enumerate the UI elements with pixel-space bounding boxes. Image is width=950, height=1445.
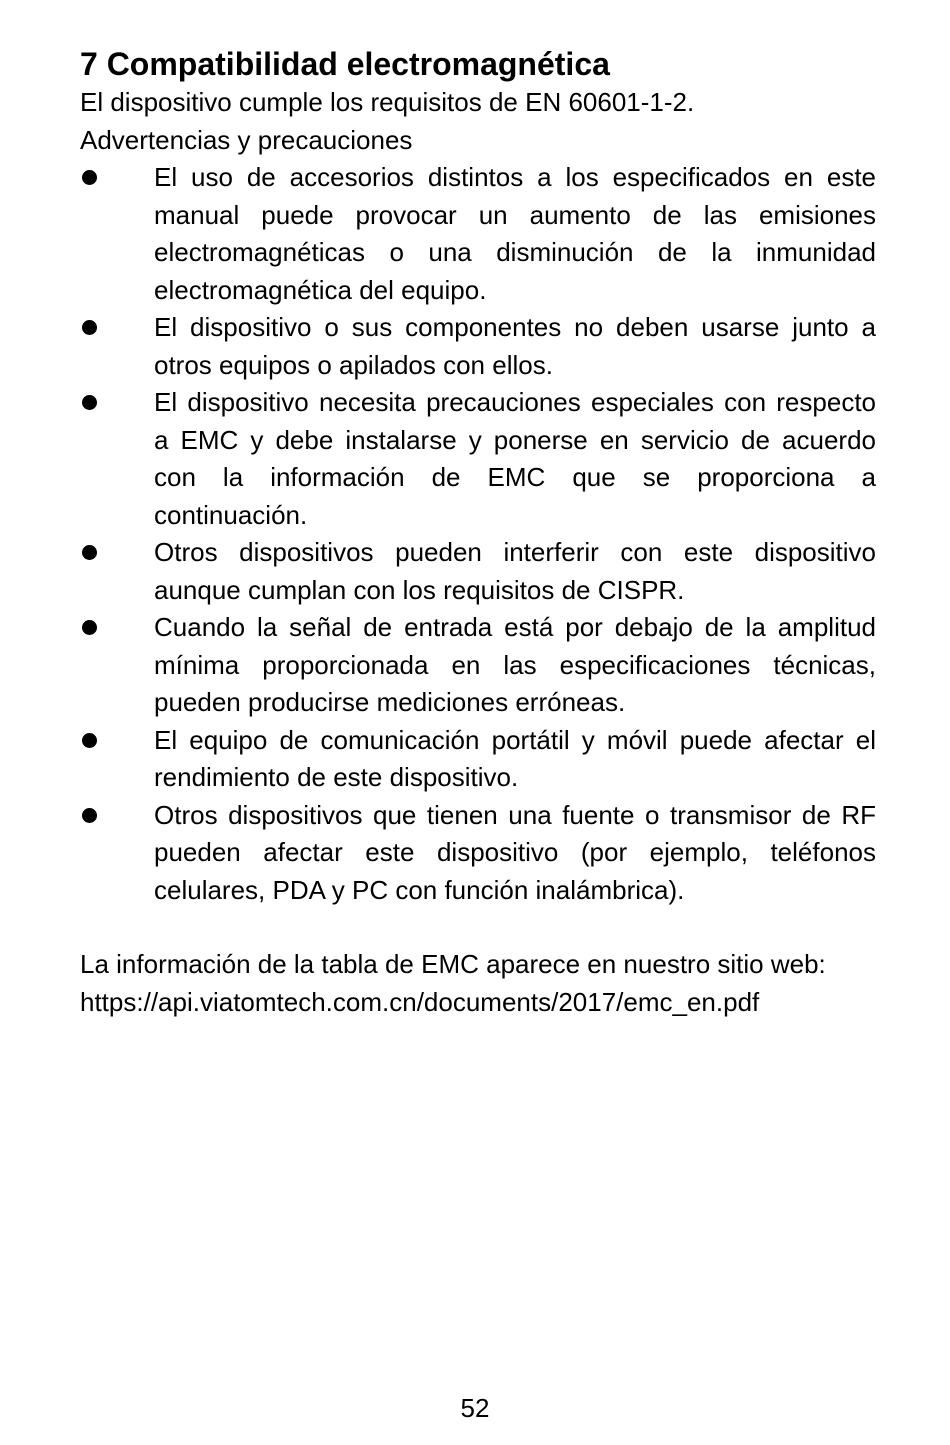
document-page [80, 44, 876, 1021]
emc-info-paragraph: La información de la tabla de EMC aparece en nuestro sitio web: [80, 949, 826, 979]
emc-document-link[interactable]: https://api.viatomtech.com.cn/documents/2017/emc_en.pdf [80, 986, 760, 1017]
list-item-text: Otros dispositivos que tienen una fuente o transmisor de RF pueden afectar este dispositivo (por ejemplo, teléfonos celulares, PDA y PC con función inalámbrica). [154, 799, 876, 905]
bullet-icon [82, 395, 97, 410]
page-number: 52 [460, 1393, 490, 1423]
list-item [80, 609, 876, 722]
list-item [80, 722, 876, 797]
list-item-text: El equipo de comunicación portátil y móvil puede afectar el rendimiento de este dispositivo. [154, 724, 876, 792]
list-item-text: El dispositivo o sus componentes no deben usarse junto a otros equipos o apilados con ellos. [154, 312, 876, 380]
bullet-icon [82, 620, 97, 635]
list-item [80, 384, 876, 534]
bullet-icon [82, 808, 97, 823]
list-item-text: El dispositivo necesita precauciones especiales con respecto a EMC y debe instalarse y ponerse en servicio de acuerdo con la información de EMC que se proporciona a continuación. [154, 387, 876, 530]
list-item [80, 534, 876, 609]
list-item-text: El uso de accesorios distintos a los especificados en este manual puede provocar un aumento de las emisiones electromagnéticas o una disminución de la inmunidad electromagnética del equipo. [154, 162, 876, 305]
section-title: 7 Compatibilidad electromagnética [80, 46, 610, 82]
list-item-text: Cuando la señal de entrada está por debajo de la amplitud mínima proporcionada en las especificaciones técnicas, pueden producirse mediciones erróneas. [154, 612, 876, 717]
list-item [80, 159, 876, 309]
bullet-icon [82, 170, 97, 185]
list-item [80, 309, 876, 384]
warnings-list [80, 159, 876, 909]
list-item [80, 797, 876, 910]
list-item-text: Otros dispositivos pueden interferir con este dispositivo aunque cumplan con los requisitos de CISPR. [154, 537, 876, 605]
bullet-icon [82, 320, 97, 335]
bullet-icon [82, 733, 97, 748]
warnings-subtitle: Advertencias y precauciones [80, 124, 413, 155]
intro-paragraph: El dispositivo cumple los requisitos de EN 60601-1-2. [80, 87, 695, 117]
paragraph-spacer [80, 909, 876, 946]
bullet-icon [82, 545, 97, 560]
